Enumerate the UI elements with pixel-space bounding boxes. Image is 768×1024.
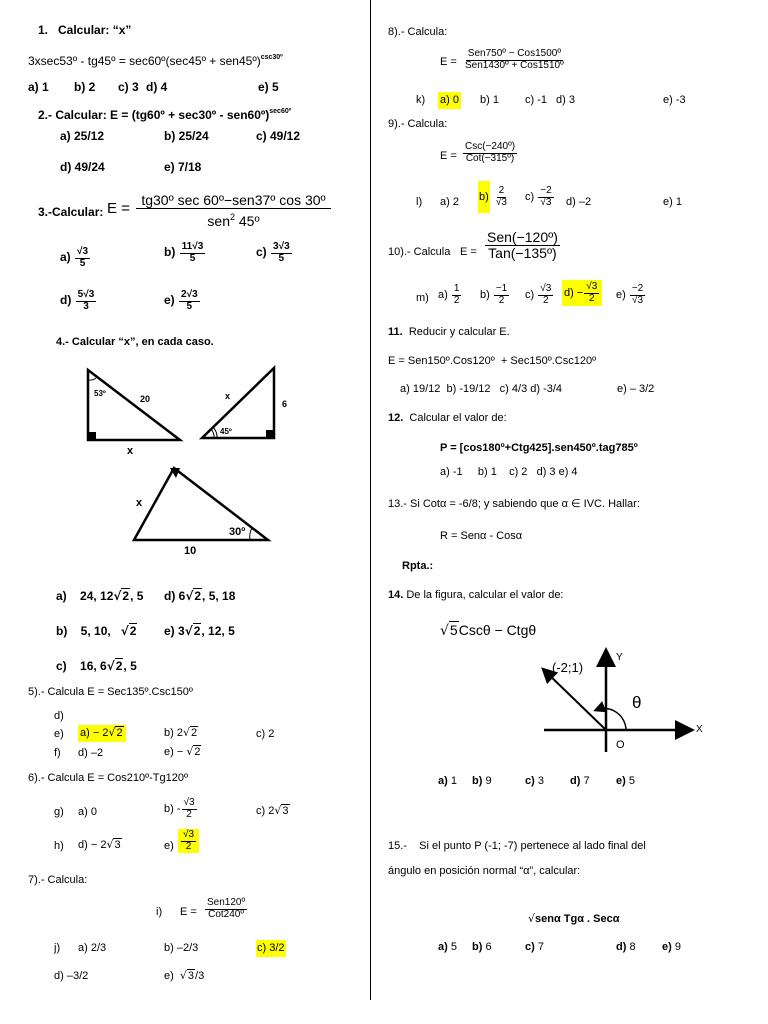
p7-option-d: d) –3/2: [54, 970, 89, 982]
p7-row-i: i): [156, 906, 163, 918]
p8-option-e: e) -3: [663, 94, 686, 106]
t1-angle-label: 53º: [94, 389, 106, 398]
p14-coordinate-figure: [530, 648, 740, 758]
p14-theta-label: θ: [632, 693, 642, 712]
p3-option-d: d) $\frac{5√3}{3}$: [60, 289, 95, 312]
p1-title: 1. Calcular: “x”: [38, 23, 132, 37]
p4-option-b: b) 5, 10, √2: [56, 624, 137, 638]
p11-options: a) 19/12 b) -19/12 c) 4/3 d) -3/4: [400, 383, 563, 395]
p8-option-c: c) -1: [525, 94, 547, 106]
p14-x-axis-label: X: [696, 724, 703, 735]
p14-title: 14. De la figura, calcular el valor de:: [388, 589, 564, 601]
t3-x-label: x: [136, 497, 143, 509]
p8-option-d: d) 3: [556, 94, 575, 106]
p8-e-label: E =: [440, 56, 457, 68]
p7-fraction: $\frac{\text{Sen120º}}{\text{Cot240º}}$: [207, 897, 246, 920]
p7-option-a: a) 2/3: [78, 942, 107, 954]
t1-x-label: x: [127, 445, 134, 457]
p3-e-label: E =: [107, 200, 130, 217]
t3-base-label: 10: [184, 545, 197, 557]
p14-option-c: c) 3: [525, 775, 544, 787]
p3-option-e: e) $\frac{2√3}{5}$: [164, 289, 198, 312]
p14-point-label: (-2;1): [552, 660, 584, 675]
p3-option-b: b) $\frac{11√3}{5}$: [164, 241, 204, 264]
p6-option-e-highlighted: $\frac{√3}{2}$: [178, 829, 199, 853]
p6-row-e-label: e): [164, 840, 174, 852]
p15-option-c: c) 7: [525, 941, 544, 953]
triangle-figure-3: [130, 462, 280, 557]
p1-option-e: e) 5: [258, 80, 279, 94]
p7-option-b: b) –2/3: [164, 942, 199, 954]
p7-option-c-highlighted: c) 3/2: [256, 940, 286, 957]
p10-option-d-highlighted: d) − $\frac{√3}{2}$: [562, 280, 602, 306]
p9-option-c: c) $\frac{-2}{√3}$: [525, 185, 552, 208]
p6-option-a: a) 0: [78, 806, 97, 818]
p9-option-d: d) –2: [566, 196, 592, 208]
t2-angle-label: 45º: [220, 427, 232, 436]
p14-option-d: d) 7: [570, 775, 590, 787]
p1-option-d: d) 4: [146, 80, 168, 94]
p10-option-a: a) $\frac{1}{2}$: [438, 283, 460, 306]
p4-option-c: c) 16, 6√2, 5: [56, 659, 137, 673]
t2-x-label: x: [225, 391, 231, 401]
p3-denominator: sen$^2$ 45º: [207, 212, 260, 229]
p1-equation: 3xsec53º - tg45º = sec60º(sec45º + sen45º)$^{csc30º}$: [28, 54, 283, 68]
p8-option-a-highlighted: a) 0: [438, 92, 461, 109]
p14-expression: √5Cscθ − Ctgθ: [440, 622, 537, 639]
p13-answer-label: Rpta.:: [402, 560, 434, 572]
p2-option-a: a) 25/12: [60, 129, 105, 143]
t3-angle-label: 30º: [229, 526, 246, 538]
p6-row-h: h): [54, 840, 64, 852]
p10-fraction: $\frac{\text{Sen(−120º)}}{\text{Tan(−135º)}}$: [487, 229, 558, 261]
p13-equation: R = Senα - Cosα: [440, 530, 523, 542]
p14-option-a: a) 1: [438, 775, 457, 787]
p3-numerator: tg30º sec 60º−sen37º cos 30º: [136, 192, 331, 209]
p1-option-b: b) 2: [74, 80, 96, 94]
p10-option-e: e) $\frac{-2}{√3}$: [616, 283, 644, 306]
p6-option-c: c) 2√3: [256, 804, 289, 817]
p9-title: 9).- Calcula:: [388, 118, 448, 130]
p5-option-b: b) 2√2: [164, 726, 198, 739]
t1-hyp-label: 20: [140, 394, 151, 404]
p5-option-d: d) –2: [78, 747, 104, 759]
p6-row-g: g): [54, 806, 64, 818]
p10-e-label: E =: [460, 246, 477, 258]
p9-row-l: l): [416, 196, 423, 208]
p7-row-j: j): [54, 942, 61, 954]
p8-option-b: b) 1: [480, 94, 499, 106]
p9-option-e: e) 1: [663, 196, 682, 208]
p15-expression: √senα Tgα . Secα: [528, 912, 620, 925]
p1-option-a: a) 1: [28, 80, 49, 94]
p5-row-e: e): [54, 728, 64, 740]
p9-option-b: b) $\frac{2}{√3}$: [478, 186, 510, 208]
p14-origin-label: O: [616, 739, 625, 751]
p15-option-d: d) 8: [616, 941, 636, 953]
p7-e-label: E =: [180, 906, 197, 918]
p3-option-a: a) $\frac{√3}{5}$: [60, 246, 89, 269]
p3-title: 3.-Calcular:: [38, 205, 104, 219]
p12-options: a) -1 b) 1 c) 2 d) 3 e) 4: [440, 466, 578, 478]
p7-title: 7).- Calcula:: [28, 874, 88, 886]
p5-option-e: e) − √2: [164, 745, 201, 758]
p5-row-d: d): [54, 710, 64, 722]
p15-line1: 15.- Si el punto P (-1; -7) pertenece al lado final del: [388, 840, 646, 852]
p2-option-b: b) 25/24: [164, 129, 209, 143]
p2-option-c: c) 49/12: [256, 129, 301, 143]
p11-equation: E = Sen150º.Cos120º + Sec150º.Csc120º: [388, 355, 597, 367]
p12-equation: P = [cos180º+Ctg425].sen450º.tag785º: [440, 442, 638, 454]
column-divider: [370, 0, 371, 1000]
p7-option-e: e) √3/3: [164, 969, 205, 982]
p6-option-d: d) − 2√3: [78, 838, 121, 851]
p9-fraction: $\frac{\text{Csc(−240º)}}{\text{Cot(−315º)}}$: [465, 141, 516, 164]
triangle-figure-1: [82, 364, 192, 457]
p2-option-d: d) 49/24: [60, 160, 105, 174]
p14-option-b: b) 9: [472, 775, 492, 787]
p11-title: 11. Reducir y calcular E.: [388, 326, 510, 338]
triangle-figure-2: [198, 364, 298, 444]
t2-side-label: 6: [282, 399, 288, 409]
p4-title: 4.- Calcular “x”, en cada caso.: [56, 336, 214, 348]
p8-title: 8).- Calcula:: [388, 26, 448, 38]
p8-fraction: $\frac{\text{Sen750º − Cos1500º}}{\text{Sen1430º + Cos1510º}}$: [465, 48, 564, 71]
p5-option-c: c) 2: [256, 728, 275, 740]
p6-option-b: b) - $\frac{√3}{2}$: [164, 797, 195, 820]
p6-title: 6).- Calcula E = Cos210º-Tg120º: [28, 772, 188, 784]
p14-y-axis-label: Y: [616, 652, 623, 663]
p4-option-a: a) 24, 12√2, 5: [56, 589, 144, 603]
p15-option-a: a) 5: [438, 941, 457, 953]
p10-row-m: m): [416, 292, 429, 304]
p14-option-e: e) 5: [616, 775, 635, 787]
p1-option-c: c) 3: [118, 80, 139, 94]
p15-line2: ángulo en posición normal “α”, calcular:: [388, 865, 581, 877]
p4-option-e: e) 3√2, 12, 5: [164, 624, 235, 638]
p3-option-c: c) $\frac{3√3}{5}$: [256, 241, 290, 264]
p4-option-d: d) 6√2, 5, 18: [164, 589, 236, 603]
p15-option-b: b) 6: [472, 941, 492, 953]
p10-title: 10).- Calcula: [388, 246, 451, 258]
p2-title: 2.- Calcular: E = (tg60º + sec30º - sen60º)$^{sec60º}$: [38, 108, 292, 122]
p11-option-e: e) – 3/2: [617, 383, 655, 395]
p2-option-e: e) 7/18: [164, 160, 202, 174]
p10-option-c: c) $\frac{√3}{2}$: [525, 283, 552, 306]
p9-e-label: E =: [440, 150, 457, 162]
p13-title: 13.- Si Cotα = -6/8; y sabiendo que α ∈ IVC. Hallar:: [388, 498, 640, 510]
p12-title: 12. Calcular el valor de:: [388, 412, 507, 424]
p10-option-b: b) $\frac{-1}{2}$: [480, 283, 508, 306]
p5-option-a-highlighted: a) − 2√2: [78, 725, 126, 742]
p15-option-e: e) 9: [662, 941, 681, 953]
p8-row-k: k): [416, 94, 426, 106]
p5-title: 5).- Calcula E = Sec135º.Csc150º: [28, 686, 193, 698]
p5-row-f: f): [54, 747, 61, 759]
p9-option-a: a) 2: [440, 196, 459, 208]
